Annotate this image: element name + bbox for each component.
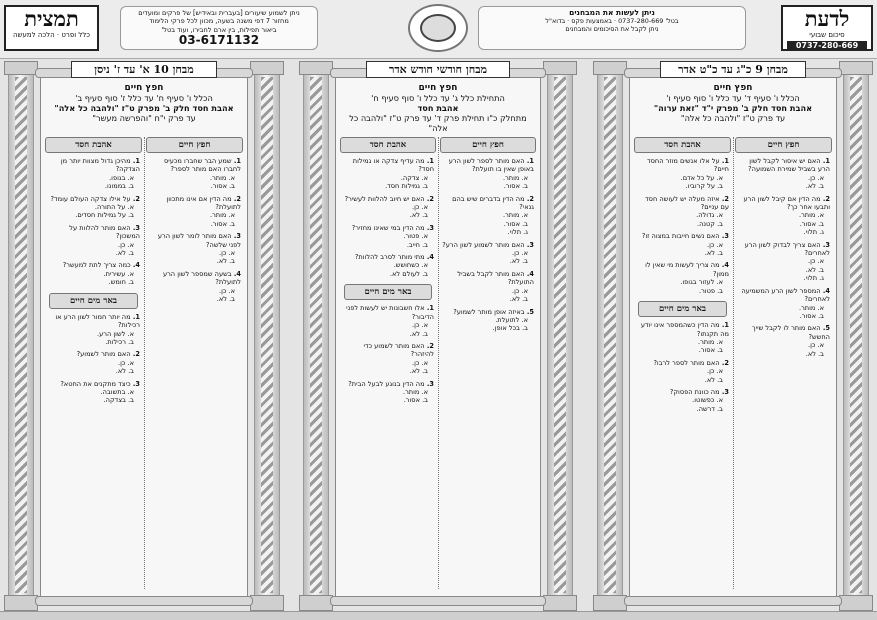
answer-option[interactable]: א. כן. <box>118 358 134 367</box>
question <box>442 157 534 191</box>
question-number: 4. <box>130 261 140 270</box>
answer-option[interactable]: א. כפשוטו. <box>692 396 723 405</box>
rope-decoration <box>604 77 616 593</box>
question-text: האם מותר להלוות על המשכון? <box>69 223 140 241</box>
answer-option[interactable]: ב. לא. <box>704 375 723 384</box>
pillar-left <box>303 62 329 610</box>
rope-decoration <box>15 77 27 593</box>
logo-right-phone: 0737-280-669 <box>787 41 867 51</box>
answer-option[interactable]: ג. תלוי. <box>803 228 824 237</box>
answer-option[interactable]: א. כן. <box>707 367 723 376</box>
answer-option[interactable]: ב. אסור. <box>799 311 824 320</box>
banner-phone: 03-6171132 <box>178 33 260 48</box>
answer-option[interactable]: ב. לא. <box>409 211 428 220</box>
question-number: 3. <box>130 223 140 232</box>
subhead-line: עד פרק ט"ז "ולהבה כל אלה" <box>680 113 786 123</box>
question <box>47 157 140 191</box>
question-text: מה הדין בנוגע לבעל הבית? <box>348 379 425 388</box>
question-text: כמה צריך לתת למעשר? <box>62 261 131 270</box>
pillar-right <box>254 62 280 610</box>
question-number: 2. <box>719 358 729 367</box>
question <box>636 321 729 355</box>
answer-option[interactable]: ב. לא. <box>115 367 134 376</box>
pillar-right <box>547 62 573 610</box>
logo-right-sub: סיכום שבועי <box>809 31 845 39</box>
banner-line: ביאור תפילות, בין ארם לחבירו, ועוד בטל' <box>161 25 277 34</box>
ground-strip <box>0 611 877 620</box>
column-divider <box>733 137 734 589</box>
answer-option[interactable]: ב. רכילות. <box>105 337 134 346</box>
question <box>442 195 534 237</box>
question-text: האם מותר לשמוע לשון הרע? <box>442 240 525 249</box>
answer-option[interactable]: ב. אסור. <box>403 396 428 405</box>
answer-option[interactable]: א. בתשובה. <box>100 387 134 396</box>
logo-left-title: תמצית <box>24 6 79 31</box>
question-number: 2. <box>130 194 140 203</box>
answer-option[interactable]: ב. אסור. <box>503 182 528 191</box>
question-number: 4. <box>524 269 534 278</box>
answer-option[interactable]: א. מותר. <box>402 387 428 396</box>
question-text: מה יותר חמור לשון הרע או רכילות? <box>55 312 140 330</box>
question-text: המספר לשון הרע המשמיעה לאחרים? <box>741 286 830 304</box>
section-heading-beer-mayim-chaim: באר מים חיים <box>344 284 432 300</box>
answer-option[interactable]: ב. אסור. <box>210 219 235 228</box>
question-text: האם צריך לבדוק לשון הרע לאחרים? <box>744 240 830 258</box>
question-number: 2. <box>424 341 434 350</box>
subhead-line: עד פרק י"ח "והפרשה מעשר" <box>92 113 196 123</box>
answer-option[interactable]: ב. בממונו. <box>104 182 134 191</box>
column-heading: חפץ חיים <box>440 137 536 153</box>
answer-option[interactable]: ב. לעולם לא. <box>389 269 428 278</box>
logo-left-sub: כלל ופרט · הלכה למעשה <box>12 31 91 39</box>
answer-option[interactable]: ב. לא. <box>805 349 824 358</box>
question-number: 2. <box>820 194 830 203</box>
answer-option[interactable]: ב. קטנה. <box>696 219 723 228</box>
question-number: 2. <box>524 194 534 203</box>
answer-option[interactable]: א. כן. <box>219 286 235 295</box>
answer-option[interactable]: א. כן. <box>412 203 428 212</box>
question-text: מה עדיף צדקה או גמילות חסד? <box>352 157 434 174</box>
column-chafetz-chaim <box>735 137 832 589</box>
question-number: 1. <box>719 321 729 330</box>
question-number: 3. <box>820 240 830 249</box>
question-text: האם מותר לומר לשון הרע לפני שלשה? <box>157 232 241 249</box>
exam-title: מבחן 10 א' עד ז' ניסן <box>71 61 217 78</box>
answer-option[interactable]: א. מותר. <box>798 211 824 220</box>
question-number: 1. <box>424 304 434 313</box>
answer-option[interactable]: ב. לא. <box>509 257 528 266</box>
rope-decoration <box>850 77 862 593</box>
question <box>342 195 434 220</box>
answer-option[interactable]: א. על כל אדם. <box>680 173 723 182</box>
answer-option[interactable]: ב. לא. <box>704 249 723 258</box>
question <box>737 157 830 191</box>
banner-contact <box>478 6 746 50</box>
question-number: 1. <box>130 157 140 165</box>
question-number: 3. <box>424 223 434 232</box>
question-text: מה הדין אם קיבל לשון הרע ותבעו אחר כך? <box>743 194 830 212</box>
question-text: מה הדין במי שאינו מחזיר? <box>351 223 425 232</box>
answer-option[interactable]: א. כן. <box>512 249 528 258</box>
question-number: 3. <box>719 232 729 241</box>
answer-option[interactable]: ב. לא. <box>115 249 134 258</box>
question-number: 2. <box>424 194 434 203</box>
question <box>148 195 241 229</box>
answer-option[interactable]: א. כן. <box>118 240 134 249</box>
question-text: מה צריך לעשות מי שאין לו ממון? <box>645 261 729 278</box>
question <box>47 261 140 286</box>
pillar-right <box>843 62 869 610</box>
column-ahavat-chesed <box>634 137 731 589</box>
answer-option[interactable]: א. על התורה. <box>94 203 134 212</box>
answer-option[interactable]: ב. בצדקה. <box>103 396 134 405</box>
rope-decoration <box>554 77 566 593</box>
column-ahavat-chesed <box>340 137 436 589</box>
question <box>47 224 140 258</box>
exam-panel <box>303 58 573 612</box>
answer-option[interactable]: א. מותר. <box>798 303 824 312</box>
banner-shiurim <box>120 6 318 50</box>
answer-option[interactable]: ב. בכל אופן. <box>492 324 528 333</box>
column-heading: חפץ חיים <box>735 137 832 153</box>
exam-subhead <box>344 83 532 133</box>
question-text: האם מותר לשמוע? <box>76 350 131 359</box>
question-text: מה הדין כשהמספר אינו יודע מה תקנתו? <box>640 321 729 338</box>
question <box>636 232 729 257</box>
answer-option[interactable]: ב. לא. <box>509 295 528 304</box>
question-number: 2. <box>231 194 241 203</box>
question <box>47 380 140 405</box>
question <box>148 232 241 266</box>
scroll-roll-bottom <box>35 596 253 606</box>
seal-emblem-icon <box>420 14 456 42</box>
question-text: האם מותר לספר לשון הרע באופן שאין בו תועלת? <box>448 157 534 174</box>
question-number: 4. <box>719 261 729 270</box>
banner-line: ניתן לשמוע שיעורים [בעברית ובאידיש] של פרקים ומועדים <box>138 9 300 17</box>
answer-option[interactable]: ב. גמילות חסד. <box>385 182 428 191</box>
question <box>148 157 241 191</box>
answer-option[interactable]: ב. אסור. <box>698 346 723 355</box>
question-number: 1. <box>424 157 434 165</box>
question-number: 5. <box>820 324 830 333</box>
answer-option[interactable]: א. כן. <box>412 321 428 330</box>
answer-option[interactable]: ב. לא. <box>805 265 824 274</box>
banner-line: מחזור 7 דפי משנה בשעה, מכוון לכל פרקי הלימוד <box>149 17 289 26</box>
column-ahavat-chesed <box>45 137 142 589</box>
question <box>342 253 434 278</box>
exam-panel <box>8 58 280 612</box>
answer-option[interactable]: א. כן. <box>412 358 428 367</box>
question <box>47 313 140 347</box>
question-text: מהיכן גדול מצוות יותר מן הצדקה? <box>60 157 140 174</box>
question-text: מה הדין בדברים שיש בהם גנאי? <box>452 194 534 212</box>
answer-option[interactable]: א. עשירית. <box>103 269 134 278</box>
banner-line: ניתן לקבל את הסיכומים והמבחנים <box>565 25 659 33</box>
subhead-title: חפץ חיים <box>124 83 164 93</box>
subhead-line: התחילת כלל ג' עד כלל ו' סוף סעיף ח' <box>371 93 505 103</box>
column-heading: אהבת חסד <box>340 137 436 153</box>
column-chafetz-chaim <box>146 137 243 589</box>
answer-option[interactable]: א. מותר. <box>502 173 528 182</box>
question-text: מה כוונת הפסוק? <box>669 387 720 396</box>
exam-title: מבחן 9 כ"ג עד כ"ט אדר <box>660 61 806 78</box>
logo-right-title: לדעת <box>804 6 850 31</box>
question-text: אלו חשבונות יש לעשות לפני הדיבור? <box>346 304 434 321</box>
question-text: בשעה שמספר לשון הרע לתועלת? <box>162 269 241 287</box>
question <box>148 270 241 304</box>
question-number: 3. <box>231 232 241 241</box>
column-chafetz-chaim <box>440 137 536 589</box>
question <box>442 241 534 266</box>
answer-option[interactable]: א. פטור. <box>403 232 428 241</box>
question-text: האם יש חיוב להלוות לעשיר? <box>344 194 425 203</box>
question-text: האם נשים חייבות במצוה זו? <box>641 232 720 241</box>
question <box>342 342 434 376</box>
header-banner <box>0 0 877 59</box>
answer-option[interactable]: א. גדולה. <box>696 211 723 220</box>
subhead-line: אהבת חסד חלק ב' מפרק ט"ז "ולהבה כל אלה" <box>54 103 234 113</box>
scroll-roll-bottom <box>330 596 546 606</box>
question-number: 3. <box>424 379 434 388</box>
answer-option[interactable]: א. מותר. <box>697 337 723 346</box>
answer-option[interactable]: א. בגופו. <box>109 173 134 182</box>
answer-option[interactable]: א. מותר. <box>502 211 528 220</box>
column-heading: אהבת חסד <box>634 137 731 153</box>
answer-option[interactable]: א. לעזור בגופו. <box>680 278 723 287</box>
subhead-line: אהבת חסד חלק ב' מפרק י"ד "זאת ערוה" <box>653 103 813 113</box>
question <box>737 324 830 358</box>
answer-option[interactable]: ג. תלוי. <box>507 228 528 237</box>
question <box>636 195 729 229</box>
question-number: 1. <box>719 157 729 165</box>
column-divider <box>438 137 439 589</box>
question-text: על אלו אנשים מוזר החסד חיים? <box>647 157 729 174</box>
question-number: 2. <box>130 350 140 359</box>
subhead-line: הכלל ו' סעיף ח' עד כלל ז' סוף סעיף ב' <box>75 93 213 103</box>
scroll-sheet <box>40 63 248 602</box>
answer-option[interactable]: ב. על גמילות חסדים. <box>75 211 134 220</box>
question-text: מה הדין אם אינו מתכוון לתועלת? <box>166 194 241 212</box>
pillar-left <box>597 62 623 610</box>
question-text: איזה מעלה יש לעושה חסד עם עניים? <box>645 194 729 212</box>
question <box>342 224 434 249</box>
center-seal <box>408 4 468 52</box>
column-heading: חפץ חיים <box>146 137 243 153</box>
question <box>737 195 830 237</box>
question-text: שמע הבר שחברו מכעיס לחברו האם מותר לספר? <box>164 157 241 174</box>
question-number: 4. <box>820 286 830 295</box>
question <box>737 287 830 321</box>
answer-option[interactable]: ב. לא. <box>409 329 428 338</box>
question-number: 3. <box>719 387 729 396</box>
question-text: האם מותר לשמוע כדי להיזהר? <box>363 341 434 359</box>
answer-option[interactable]: א. לתועלת. <box>495 315 528 324</box>
answer-option[interactable]: א. מותר. <box>209 211 235 220</box>
answer-option[interactable]: א. לשון הרע. <box>97 329 134 338</box>
answer-option[interactable]: ב. אסור. <box>503 219 528 228</box>
question <box>636 157 729 191</box>
question-number: 3. <box>130 379 140 388</box>
exam-subhead <box>49 83 239 123</box>
answer-option[interactable]: ב. אסור. <box>799 219 824 228</box>
question-number: 1. <box>820 157 830 165</box>
rope-decoration <box>310 77 322 593</box>
scroll-sheet <box>335 63 541 602</box>
subhead-line: הכלל ו' סעיף ד' עד כלל ו' סוף סעיף ו' <box>666 93 800 103</box>
banner-line: בטל' 0737-280-669 · באמצעות פקס · בדוא"ל <box>545 17 679 25</box>
question <box>47 195 140 220</box>
question-text: האם מותר לו לקבל שייך החשש? <box>752 324 830 341</box>
subhead-title: חפץ חיים <box>418 83 458 93</box>
answer-option[interactable]: א. כשחושש. <box>393 261 428 270</box>
rope-decoration <box>261 77 273 593</box>
answer-option[interactable]: ב. חייב. <box>406 240 428 249</box>
pillar-left <box>8 62 34 610</box>
question <box>442 308 534 333</box>
column-divider <box>144 137 145 589</box>
answer-option[interactable]: ב. לא. <box>409 367 428 376</box>
exam-panel <box>597 58 869 612</box>
exam-subhead <box>638 83 828 123</box>
question <box>342 157 434 191</box>
question <box>342 304 434 338</box>
question-number: 4. <box>231 269 241 278</box>
subhead-title: חפץ חיים <box>713 83 753 93</box>
exam-title: מבחן חודשי חודש אדר <box>366 61 510 78</box>
section-heading-beer-mayim-chaim: באר מים חיים <box>49 293 138 309</box>
answer-option[interactable]: ב. אסור. <box>210 182 235 191</box>
answer-option[interactable]: ב. על קרוביו. <box>685 182 723 191</box>
scroll-roll-bottom <box>624 596 842 606</box>
question-text: האם מותר לספר לרבו? <box>653 358 720 367</box>
answer-option[interactable]: א. כן. <box>219 249 235 258</box>
answer-option[interactable]: א. כן. <box>512 286 528 295</box>
answer-option[interactable]: א. כן. <box>808 341 824 350</box>
logo-tamtzit <box>4 5 99 51</box>
subhead-line: מתחלק כ"ו תחילת פרק ד' עד פרק ט"ז "ולהבה כל אלה" <box>349 113 527 133</box>
question <box>636 261 729 295</box>
question <box>47 350 140 375</box>
question-number: 4. <box>424 253 434 262</box>
question <box>636 388 729 413</box>
question <box>737 241 830 283</box>
answer-option[interactable]: ב. לא. <box>216 295 235 304</box>
logo-ladaat <box>781 5 873 51</box>
question-text: באיזה אופן מותר לשמוע? <box>453 307 525 316</box>
answer-option[interactable]: ב. פטור. <box>698 286 723 295</box>
answer-option[interactable]: א. מותר. <box>209 173 235 182</box>
question-number: 1. <box>524 157 534 165</box>
answer-option[interactable]: ב. דרשה. <box>696 404 723 413</box>
question-text: מתי מותר לסרב להלוות? <box>354 253 425 262</box>
question-text: האם מותר לקבל בשביל התועלת? <box>457 269 534 287</box>
answer-option[interactable]: ב. חומש. <box>108 278 134 287</box>
answer-option[interactable]: א. כן. <box>707 240 723 249</box>
question-text: האם יש איסור לקבל לשון הרע בשביל שמירת השמועה? <box>748 157 830 174</box>
answer-option[interactable]: ב. לא. <box>216 257 235 266</box>
answer-option[interactable]: א. כן. <box>808 257 824 266</box>
question-number: 3. <box>524 240 534 249</box>
section-heading-beer-mayim-chaim: באר מים חיים <box>638 301 727 317</box>
question-number: 1. <box>231 157 241 165</box>
question <box>442 270 534 304</box>
question-number: 5. <box>524 307 534 316</box>
question-text: על אילו צדקה העולם עומד? <box>50 194 131 203</box>
answer-option[interactable]: א. צדקה. <box>400 173 428 182</box>
answer-option[interactable]: א. כן. <box>808 173 824 182</box>
subhead-line: אהבת חסד <box>417 103 459 113</box>
question-text: כיצד מתקנים את החטא? <box>60 379 131 388</box>
answer-option[interactable]: ב. לא. <box>805 182 824 191</box>
banner-contact-title: ניתן לעשות את המבחנים <box>569 8 655 17</box>
column-heading: אהבת חסד <box>45 137 142 153</box>
question <box>342 380 434 405</box>
question-number: 1. <box>130 312 140 321</box>
question <box>636 359 729 384</box>
answer-option[interactable]: ג. תלוי. <box>803 274 824 283</box>
question-number: 2. <box>719 194 729 203</box>
scroll-sheet <box>629 63 837 602</box>
